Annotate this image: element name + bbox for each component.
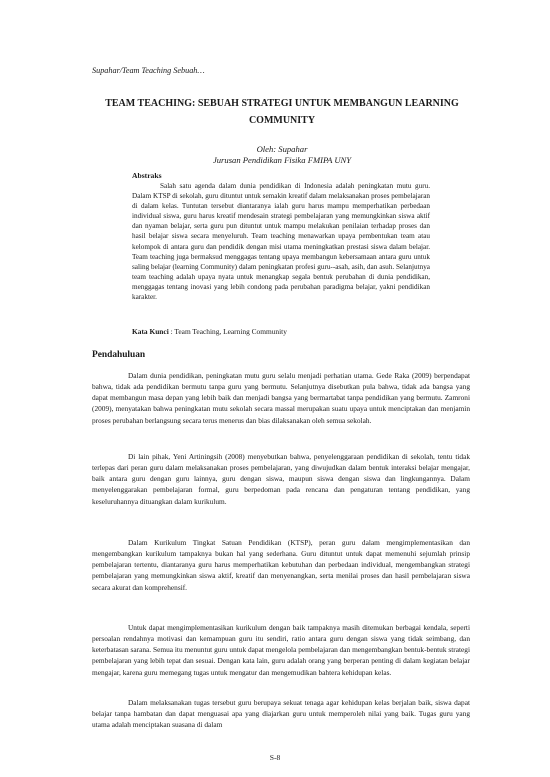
body-paragraph: Dalam dunia pendidikan, peningkatan mutu guru selalu menjadi perhatian utama. Gede Raka (2009) berpendapat bahwa, tidak ada pendidikan bermutu tanpa guru yang bermutu. Selanjutnya disebutkan pula bahwa, tidak ada bangsa yang dapat membangun masa depan yang lebih baik dan menjadi bangsa yang bermartabat tanpa pendidikan yang bermutu. Zamroni (2009), menyatakan bahwa peningkatan mutu sekolah secara massal merupakan suatu upaya untuk menciptakan dan menjamin proses perubahan berlangsung secara terus menerus dan bias dilaksanakan oleh semua sekolah. [92, 371, 470, 425]
keywords [132, 327, 432, 336]
affiliation-line: Jurusan Pendidikan Fisika FMIPA UNY [212, 155, 352, 165]
body-paragraph: Di lain pihak, Yeni Artiningsih (2008) menyebutkan bahwa, penyelenggaraan pendidikan di sekolah, tentu tidak terlepas dari peran guru dalam melaksanakan proses pembelajaran, yang diwujudkan dalam bentuk interaksi belajar mengajar, baik antara guru dengan guru lainnya, guru dengan siswa, maupun siswa dengan siswa dan lingkungannya. Dalam menyelenggarakan pembelajaran formal, guru berpedoman pada rencana dan pengaturan tentang pendidikan, yang keseluruhannya dituangkan dalam kurikulum. [92, 452, 470, 506]
keywords-value: : Team Teaching, Learning Community [170, 327, 287, 336]
body-paragraph: Dalam melaksanakan tugas tersebut guru berupaya sekuat tenaga agar kehidupan kelas berjalan baik, siswa dapat belajar tanpa hambatan dan dapat menguasai apa yang diajarkan guru untuk memperoleh nilai yang baik. Tugas guru yang utama adalah menciptakan suasana di dalam [92, 698, 470, 730]
abstract-heading: Abstraks [132, 171, 162, 180]
paper-title: TEAM TEACHING: SEBUAH STRATEGI UNTUK MEMBANGUN LEARNING COMMUNITY [105, 98, 459, 126]
page-number: S-8 [269, 753, 281, 762]
running-head: Supahar/Team Teaching Sebuah… [92, 66, 205, 75]
body-paragraph: Dalam Kurikulum Tingkat Satuan Pendidikan (KTSP), peran guru dalam mengimplementasikan dan mengembangkan kurikulum tampaknya bukan hal yang sederhana. Guru dituntut untuk dapat memenuhi sejumlah prinsip pembelajaran tertentu, diantaranya guru harus memperhatikan kebutuhan dan perbedaan individual, mengembangkan strategi pembelajaran yang memungkinkan siswa aktif, kreatif dan menyenangkan, serta menilai proses dan hasil pembelajaran siswa secara akurat dan komprehensif. [92, 538, 470, 592]
body-paragraph: Untuk dapat mengimplementasikan kurikulum dengan baik tampaknya masih ditemukan berbagai kendala, seperti persoalan rendahnya motivasi dan kemampuan guru itu sendiri, ratio antara guru dengan siswa yang tidak seimbang, dan keterbatasan sarana. Semua itu menuntut guru untuk dapat mengelola pembelajaran dan mengembangkan bentuk-bentuk strategi pembelajaran yang lebih tepat dan sesuai. Dengan kata lain, guru adalah orang yang berperan penting di dalam kegiatan belajar mengajar, karena guru memegang tugas untuk mengatur dan mengemudikan bahtera kehidupan kelas. [92, 623, 470, 677]
abstract-text: Salah satu agenda dalam dunia pendidikan di Indonesia adalah peningkatan mutu guru. Dalam KTSP di sekolah, guru dituntut untuk semakin kreatif dalam melaksanakan proses pembelajaran di dalam kelas. Tuntutan tersebut diantaranya ialah guru harus mampu memperhatikan perbedaan individual siswa, guru harus kreatif mendesain strategi pembelajaran yang memungkinkan siswa aktif dan nyaman belajar, serta guru pun dituntut untuk mampu melakukan penilaian terhadap proses dan hasil belajar siswa secara menyeluruh. Team teaching menawarkan upaya pembentukan team atau kelompok di antara guru dan pendidik dengan misi utama meningkatkan prestasi siswa dalam belajar. Team teaching juga bermaksud menggagas tentang upaya membangun kebersamaan antara guru untuk saling belajar (learning Community) dalam peningkatan profesi guru--asah, asih, dan asuh. Selanjutnya team teaching adalah upaya nyata untuk menangkap segala bentuk perubahan di dunia pendidikan, menggagas tentang inovasi yang lebih condong pada perubahan paradigma belajar, yakni pendidikan karakter. [132, 182, 430, 302]
author-line: Oleh: Supahar [256, 144, 308, 154]
section-heading: Pendahuluan [92, 350, 146, 360]
keywords-label: Kata Kunci [132, 327, 169, 336]
